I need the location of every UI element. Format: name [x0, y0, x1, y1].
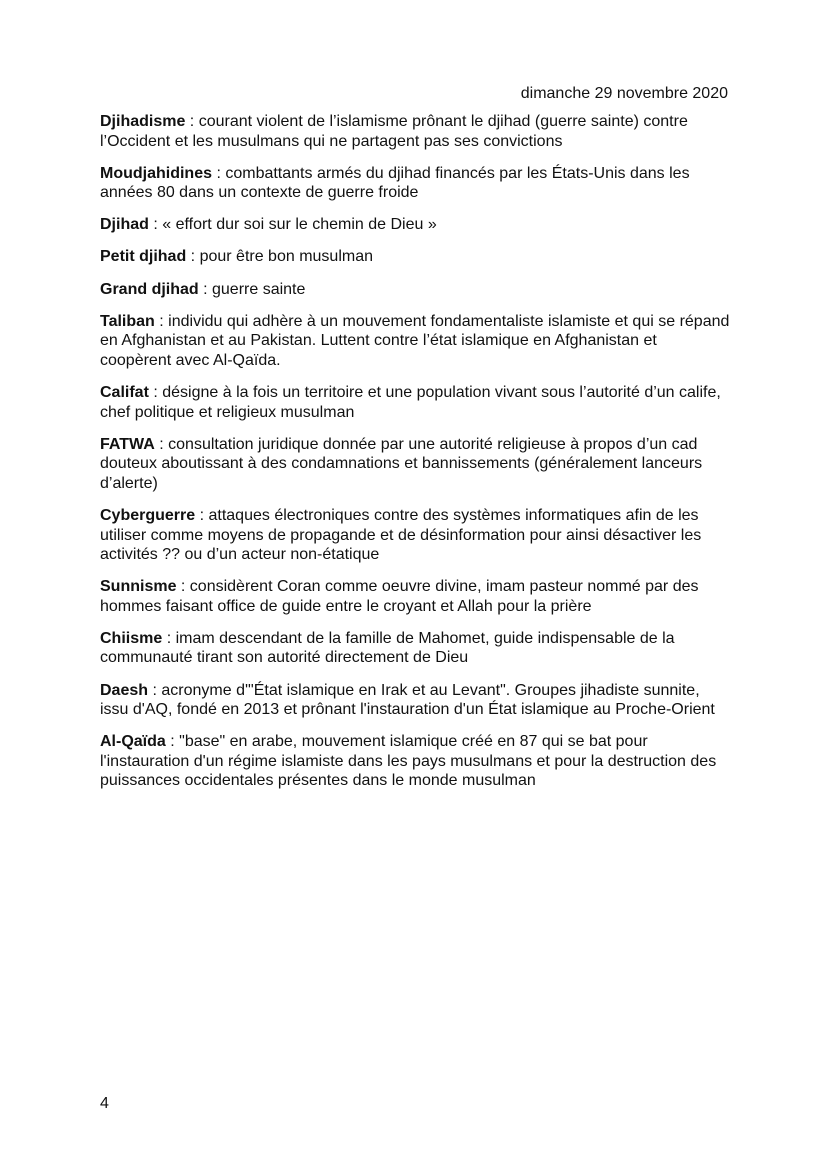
glossary-entry-grand-djihad [100, 280, 732, 300]
glossary-definition: : pour être bon musulman [186, 248, 373, 266]
glossary-definition: : « effort dur soi sur le chemin de Dieu » [148, 216, 437, 234]
document-date: dimanche 29 novembre 2020 [520, 85, 728, 102]
glossary-entry-moudjahidines [100, 164, 732, 203]
glossary-entry-chiisme [100, 629, 732, 668]
glossary-term: Sunnisme [100, 578, 177, 596]
glossary-definition: : désigne à la fois un territoire et une population vivant sous l’autorité d’un calife, chef politique et religieux musulman [100, 383, 721, 421]
glossary-term: Grand djihad [100, 280, 199, 298]
glossary-term: Califat [100, 383, 149, 401]
glossary-entry-djihad [100, 215, 732, 235]
glossary-entry-djihadisme [100, 112, 732, 151]
glossary-definition: : individu qui adhère à un mouvement fondamentaliste islamiste et qui se répand en Afghanistan et au Pakistan. Luttent contre l’état islamique en Afghanistan et coopèrent avec Al-Qaïda. [100, 312, 730, 369]
glossary-entry-petit-djihad [100, 247, 732, 267]
glossary-entry-taliban [100, 312, 732, 371]
glossary-entry-al-qaida [100, 732, 732, 791]
glossary-term: Cyberguerre [100, 506, 196, 524]
glossary-term: Daesh [100, 681, 149, 699]
glossary-definition: : considèrent Coran comme oeuvre divine, imam pasteur nommé par des hommes faisant office de guide entre le croyant et Allah pour la prière [100, 578, 699, 615]
glossary-term: Chiisme [100, 629, 163, 647]
glossary-definition: : acronyme d'"État islamique en Irak et au Levant". Groupes jihadiste sunnite, issu d'AQ, fondé en 2013 et prônant l'instauration d'un État islamique au Proche-Orient [100, 681, 715, 719]
page-number: 4 [100, 1095, 109, 1112]
glossary-definition: : attaques électroniques contre des systèmes informatiques afin de les utiliser comme moyens de propagande et de désinformation pour ainsi désactiver les activités ?? ou d’un acteur non-étatique [100, 506, 702, 564]
glossary-definition: : consultation juridique donnée par une autorité religieuse à propos d’un cad douteux aboutissant à des condamnations et bannissements (généralement lanceurs d’alerte) [100, 435, 703, 492]
glossary-term: Djihad [100, 216, 149, 234]
glossary-list [100, 112, 732, 804]
glossary-definition: : courant violent de l’islamisme prônant le djihad (guerre sainte) contre l’Occident et les musulmans qui ne partagent pas ses convictions [100, 113, 688, 150]
glossary-entry-daesh [100, 681, 732, 720]
glossary-entry-cyberguerre [100, 506, 732, 565]
glossary-definition: : "base" en arabe, mouvement islamique créé en 87 qui se bat pour l'instauration d'un régime islamiste dans les pays musulmans et pour la destruction des puissances occidentales présentes dans le monde musulman [100, 733, 717, 790]
glossary-term: FATWA [100, 435, 155, 453]
glossary-entry-fatwa [100, 435, 732, 494]
glossary-definition: : imam descendant de la famille de Mahomet, guide indispensable de la communauté tirant son autorité directement de Dieu [100, 629, 675, 667]
glossary-entry-sunnisme [100, 577, 732, 616]
glossary-term: Al-Qaïda [100, 733, 166, 751]
glossary-term: Taliban [100, 312, 155, 330]
glossary-definition: : guerre sainte [198, 280, 306, 298]
glossary-term: Moudjahidines [100, 164, 212, 182]
glossary-definition: : combattants armés du djihad financés par les États-Unis dans les années 80 dans un contexte de guerre froide [100, 164, 690, 202]
glossary-term: Djihadisme [100, 113, 186, 130]
glossary-entry-califat [100, 383, 732, 422]
glossary-term: Petit djihad [100, 248, 187, 266]
